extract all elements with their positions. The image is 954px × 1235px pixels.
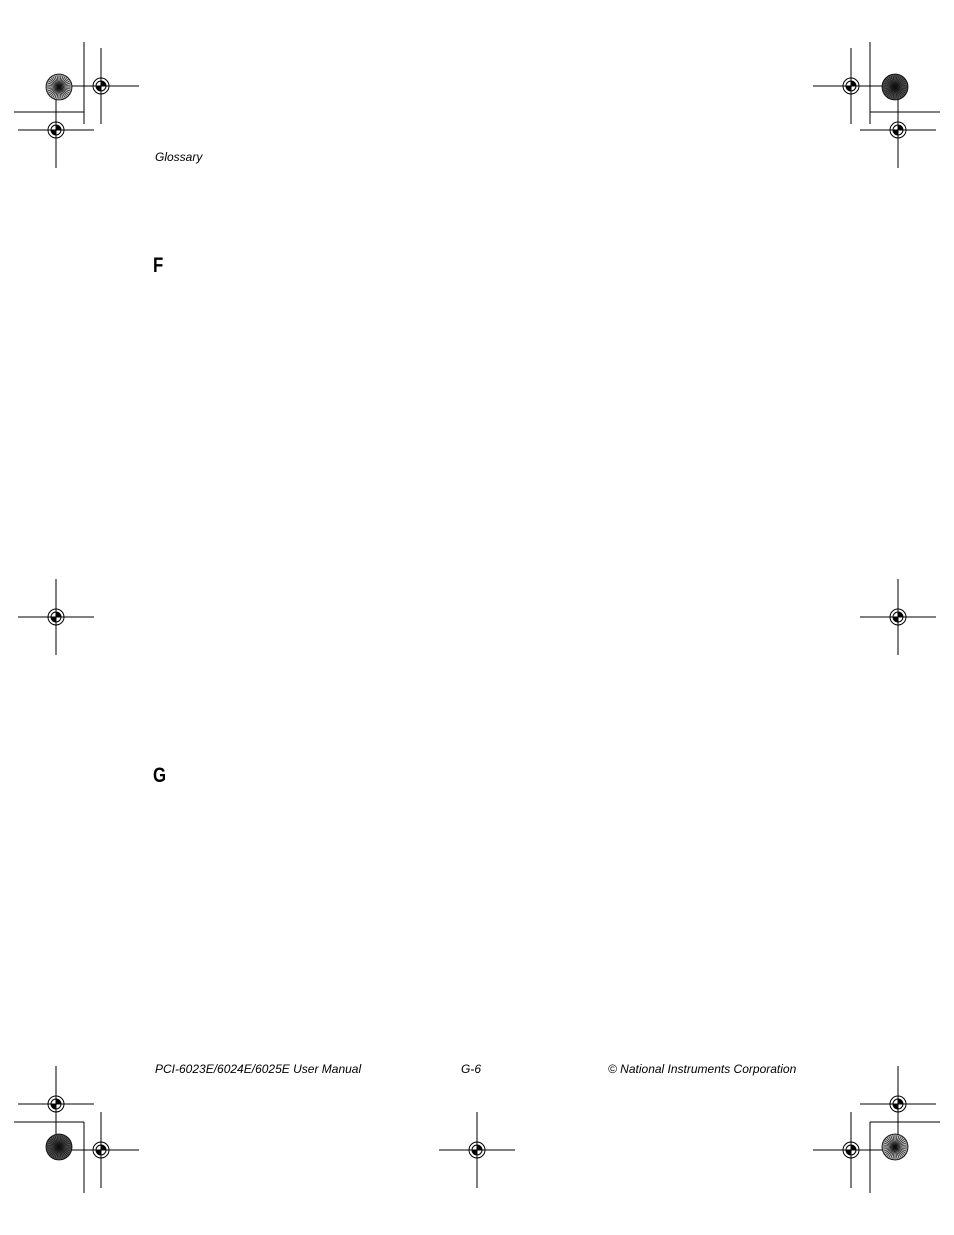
color-bar-starburst-icon-group [46, 74, 908, 1160]
registration-crosshair-icon [439, 1112, 515, 1188]
crop-lines [14, 42, 940, 1193]
footer-manual-title: PCI-6023E/6024E/6025E User Manual [155, 1062, 362, 1076]
registration-crosshair-icon [18, 579, 94, 655]
registration-crosshair-icon [813, 48, 889, 124]
registration-crosshair-icon [860, 1066, 936, 1142]
registration-crosshair-icon [18, 92, 94, 168]
registration-crosshair-icon-group [18, 48, 936, 1188]
registration-crosshair-icon [860, 92, 936, 168]
registration-crosshair-icon [63, 1112, 139, 1188]
footer-page-number: G-6 [461, 1062, 482, 1076]
registration-crosshair-icon [18, 1066, 94, 1142]
footer-copyright: © National Instruments Corporation [608, 1062, 797, 1076]
color-bar-starburst-icon [46, 1134, 72, 1160]
registration-crosshair-icon [813, 1112, 889, 1188]
section-heading-g: G [153, 764, 167, 787]
color-bar-starburst-icon [882, 1134, 908, 1160]
registration-crosshair-icon [63, 48, 139, 124]
color-bar-starburst-icon [46, 74, 72, 100]
running-header: Glossary [155, 150, 203, 164]
section-heading-f: F [153, 254, 164, 277]
registration-crosshair-icon [860, 579, 936, 655]
color-bar-starburst-icon [882, 74, 908, 100]
